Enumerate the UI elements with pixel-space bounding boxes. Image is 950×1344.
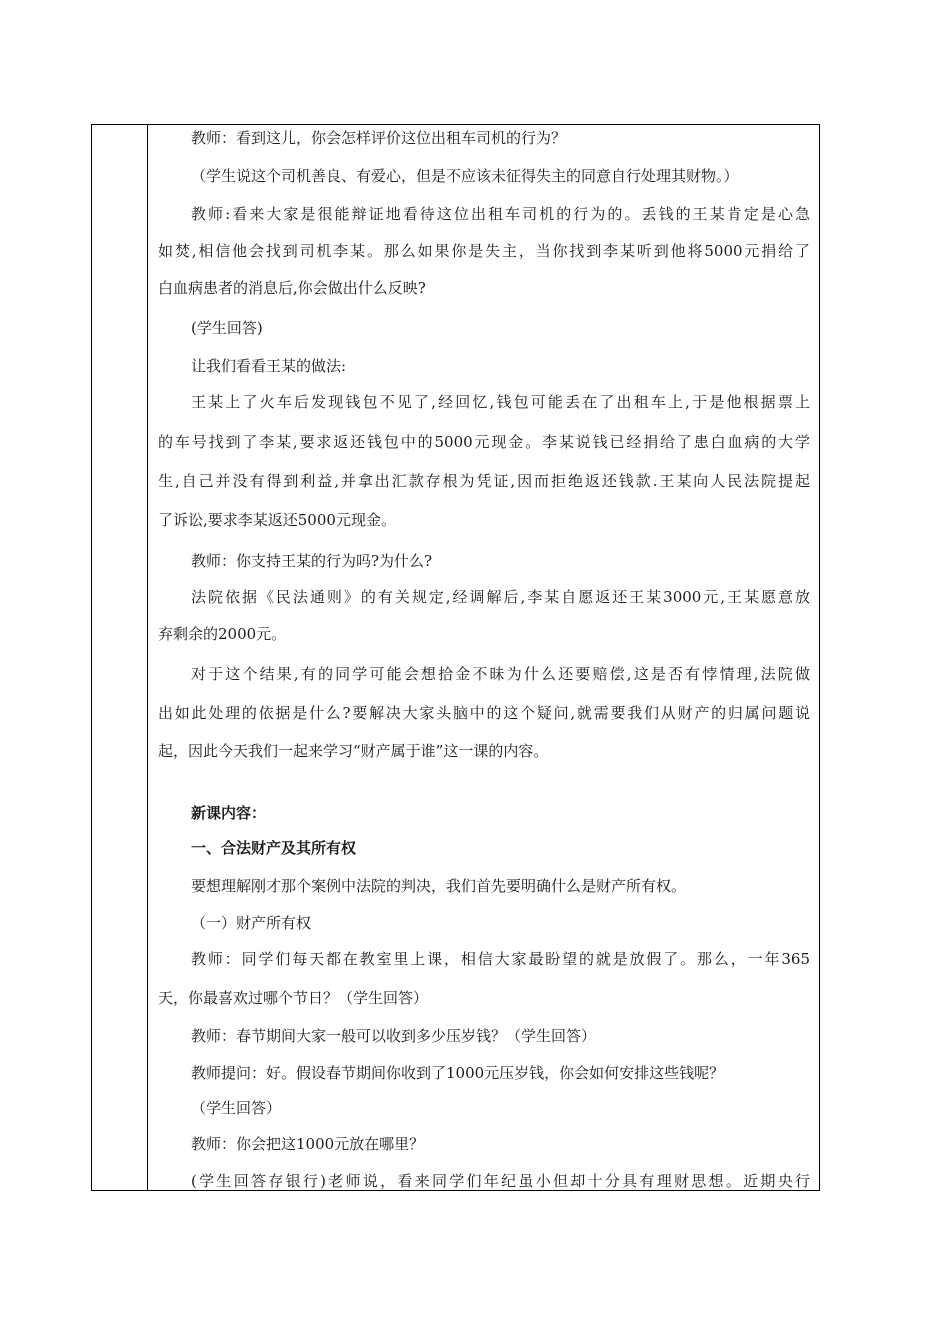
paragraph-line: 出如此处理的依据是什么?要解决大家头脑中的这个疑问,就需要我们从财产的归属问题说 xyxy=(158,704,810,722)
paragraph-line: 要想理解刚才那个案例中法院的判决，我们首先要明确什么是财产所有权。 xyxy=(191,877,687,895)
paragraph-line: 教师：看到这儿，你会怎样评价这位出租车司机的行为？ xyxy=(191,129,567,147)
paragraph-line: （学生说这个司机善良、有爱心，但是不应该未征得失主的同意自行处理其财物。） xyxy=(191,167,739,185)
section-heading: 新课内容： xyxy=(191,804,267,822)
paragraph-line: 白血病患者的消息后,你会做出什么反映? xyxy=(158,279,426,297)
paragraph-line: 王某上了火车后发现钱包不见了,经回忆,钱包可能丢在了出租车上,于是他根据票上 xyxy=(191,393,810,411)
paragraph-line: (学生回答) xyxy=(191,319,263,337)
section-heading: 一、合法财产及其所有权 xyxy=(191,839,357,857)
paragraph-line: 的车号找到了李某,要求返还钱包中的5000元现金。李某说钱已经捐给了患白血病的大学 xyxy=(158,433,810,451)
paragraph-line: 教师：春节期间大家一般可以收到多少压岁钱？（学生回答） xyxy=(191,1027,597,1045)
paragraph-line: 了诉讼,要求李某返还5000元现金。 xyxy=(158,511,396,529)
paragraph-line: 天，你最喜欢过哪个节日？（学生回答） xyxy=(158,989,429,1007)
subsection-heading: （一）财产所有权 xyxy=(191,914,312,932)
paragraph-line: 如焚,相信他会找到司机李某。那么如果你是失主，当你找到李某听到他将5000元捐给了 xyxy=(158,242,810,260)
paragraph-line: 起，因此今天我们一起来学习“财产属于谁”这一课的内容。 xyxy=(158,742,549,760)
paragraph-line: 教师：同学们每天都在教室里上课，相信大家最盼望的就是放假了。那么，一年365 xyxy=(191,950,810,968)
paragraph-line: 教师提问：好。假设春节期间你收到了1000元压岁钱，你会如何安排这些钱呢？ xyxy=(191,1064,725,1082)
paragraph-line: 法院依据《民法通则》的有关规定,经调解后,李某自愿返还王某3000元,王某愿意放 xyxy=(191,588,810,606)
paragraph-line: 弃剩余的2000元。 xyxy=(158,625,287,643)
paragraph-line: 让我们看看王某的做法: xyxy=(191,357,347,375)
paragraph-line: 教师：你会把这1000元放在哪里？ xyxy=(191,1135,425,1153)
table-column-divider xyxy=(147,124,148,1191)
paragraph-line: 对于这个结果,有的同学可能会想拾金不昧为什么还要赔偿,这是否有悖情理,法院做 xyxy=(191,665,810,683)
paragraph-line: （学生回答） xyxy=(191,1099,282,1117)
paragraph-line: 教师:看来大家是很能辩证地看待这位出租车司机的行为的。丢钱的王某肯定是心急 xyxy=(191,205,810,223)
paragraph-line: (学生回答存银行)老师说，看来同学们年纪虽小但却十分具有理财思想。近期央行 xyxy=(191,1172,810,1190)
paragraph-line: 教师：你支持王某的行为吗?为什么? xyxy=(191,552,433,570)
paragraph-line: 生,自己并没有得到利益,并拿出汇款存根为凭证,因而拒绝返还钱款.王某向人民法院提起 xyxy=(158,472,810,490)
